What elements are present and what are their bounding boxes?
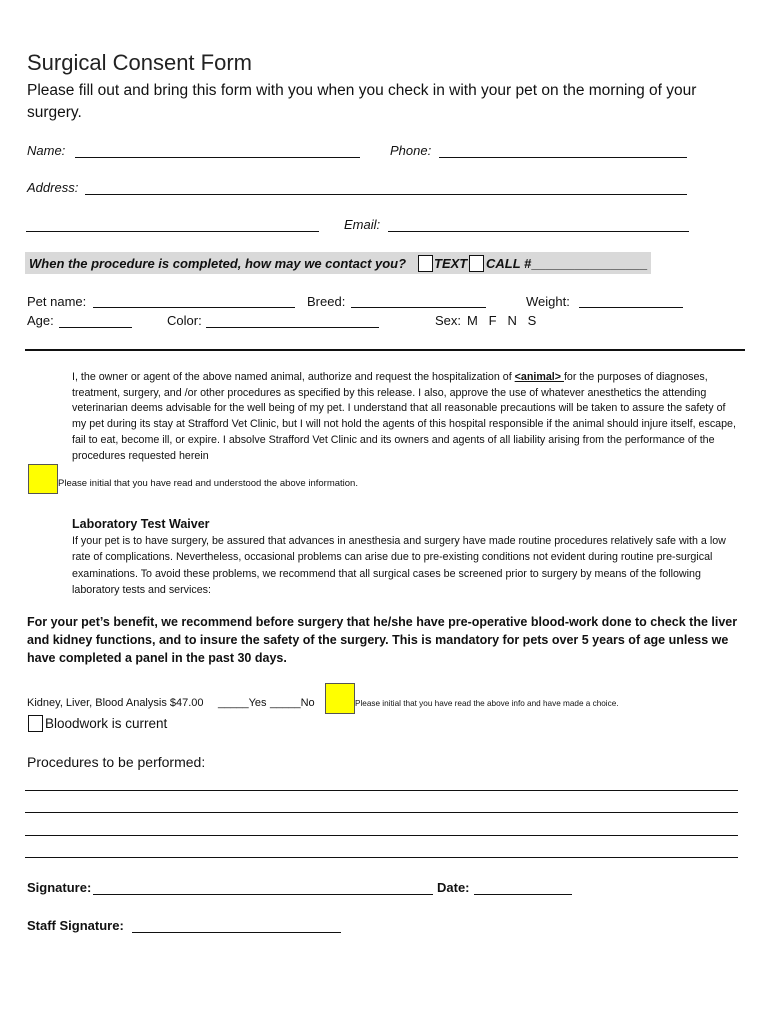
consent-text-before: I, the owner or agent of the above named animal, authorize and request the hospitalization of bbox=[72, 371, 515, 383]
no-option[interactable]: _____No bbox=[270, 697, 315, 709]
age-label: Age: bbox=[27, 313, 54, 328]
call-number-field[interactable]: ________________ bbox=[532, 256, 648, 271]
staff-signature-field[interactable] bbox=[132, 932, 341, 933]
animal-placeholder: <animal> bbox=[514, 371, 564, 383]
procedures-line-4[interactable] bbox=[25, 857, 738, 858]
email-field[interactable] bbox=[388, 231, 689, 232]
color-field[interactable] bbox=[206, 327, 379, 328]
yes-option[interactable]: _____Yes bbox=[218, 697, 267, 709]
section-divider bbox=[25, 349, 745, 351]
date-field[interactable] bbox=[474, 894, 572, 895]
consent-initial-box[interactable] bbox=[28, 464, 58, 494]
name-field[interactable] bbox=[75, 157, 360, 158]
text-option-label: TEXT bbox=[434, 256, 468, 271]
name-label: Name: bbox=[27, 143, 66, 158]
breed-field[interactable] bbox=[351, 307, 486, 308]
consent-paragraph bbox=[72, 370, 740, 464]
procedures-line-2[interactable] bbox=[25, 812, 738, 813]
call-option-label: CALL # bbox=[486, 256, 532, 271]
bloodwork-recommendation: For your pet’s benefit, we recommend before surgery that he/she have pre-operative blood-work done to check the liver and kidney functions, and to insure the safety of the surgery. This is mandatory for pets over 5 years of age unless we have completed a panel in the past 30 days. bbox=[27, 615, 738, 665]
analysis-label: Kidney, Liver, Blood Analysis $47.00 bbox=[27, 697, 204, 709]
weight-field[interactable] bbox=[579, 307, 683, 308]
waiver-heading: Laboratory Test Waiver bbox=[72, 517, 210, 531]
bloodwork-initial-box[interactable] bbox=[325, 683, 355, 714]
waiver-body: If your pet is to have surgery, be assured that advances in anesthesia and surgery have made routine procedures relatively safe with a low rate of complications. Nevertheless, occasional problems can arise due to pre-existing conditions not evident during routine pre-surgical examinations. To avoid these problems, we recommend that all surgical cases be screened prior to surgery by means of the following laboratory tests and services: bbox=[72, 535, 726, 596]
bloodwork-current-checkbox[interactable] bbox=[28, 715, 43, 732]
pet-name-field[interactable] bbox=[93, 307, 295, 308]
form-instructions: Please fill out and bring this form with you when you check in with your pet on the morning of your surgery. bbox=[27, 82, 697, 121]
breed-label: Breed: bbox=[307, 294, 346, 309]
email-label: Email: bbox=[344, 217, 381, 232]
procedures-line-3[interactable] bbox=[25, 835, 738, 836]
procedures-line-1[interactable] bbox=[25, 790, 738, 791]
page-title: Surgical Consent Form bbox=[27, 50, 252, 75]
bloodwork-current-label: Bloodwork is current bbox=[45, 716, 168, 731]
address-field-line-2[interactable] bbox=[26, 231, 319, 232]
color-label: Color: bbox=[167, 313, 202, 328]
address-field-line-1[interactable] bbox=[85, 194, 687, 195]
choice-note: Please initial that you have read the above info and have made a choice. bbox=[355, 699, 619, 708]
phone-field[interactable] bbox=[439, 157, 687, 158]
pet-name-label: Pet name: bbox=[27, 294, 87, 309]
weight-label: Weight: bbox=[526, 294, 570, 309]
age-field[interactable] bbox=[59, 327, 132, 328]
text-checkbox[interactable] bbox=[418, 255, 433, 272]
signature-field[interactable] bbox=[93, 894, 433, 895]
sex-label: Sex: bbox=[435, 313, 462, 328]
phone-label: Phone: bbox=[390, 143, 432, 158]
consent-text-after: for the purposes of diagnoses, treatment, surgery, and /or other procedures as specified by this release. I also, approve the use of whatever anesthetics the attending veterinarian deems advisable for the well being of my pet. I understand that all reasonable precautions will be taken to assure the safety of my pet during its stay at Strafford Vet Clinic, but I will not hold the agents of this hospital responsible if the animal should injure itself, escape, fail to eat, become ill, or expire. I absolve Strafford Vet Clinic and its owners and agents of all liability arising from the performance of the procedures requested herein bbox=[72, 371, 736, 462]
address-label: Address: bbox=[27, 180, 79, 195]
consent-initial-note: Please initial that you have read and understood the above information. bbox=[58, 478, 358, 489]
date-label: Date: bbox=[437, 880, 470, 895]
contact-question: When the procedure is completed, how may we contact you? bbox=[29, 256, 407, 271]
procedures-label: Procedures to be performed: bbox=[27, 754, 206, 770]
sex-options[interactable]: M F N S bbox=[467, 313, 537, 328]
call-checkbox[interactable] bbox=[469, 255, 484, 272]
signature-label: Signature: bbox=[27, 880, 92, 895]
staff-signature-label: Staff Signature: bbox=[27, 918, 124, 933]
